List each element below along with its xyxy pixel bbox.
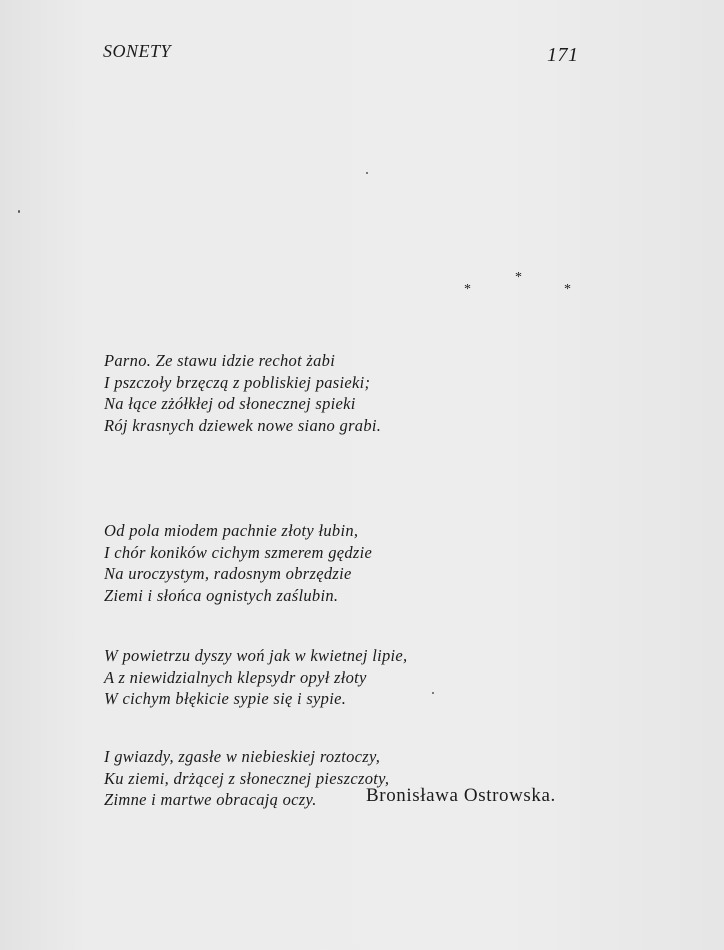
poem-line: I chór koników cichym szmerem gędzie (104, 542, 373, 562)
asterism-star: * (464, 282, 471, 297)
poem-line: Ziemi i słońca ognistych zaślubin. (104, 585, 339, 605)
stanza-4 (104, 746, 389, 811)
poem-line: W cichym błękicie sypie się i sypie. (104, 689, 347, 708)
poem-line: Na uroczystym, radosnym obrzędzie (104, 564, 352, 583)
stanza-1 (104, 350, 381, 436)
paper-speck (432, 692, 434, 694)
asterism-star: * (564, 282, 571, 297)
poem-line: Zimne i martwe obracają oczy. (104, 790, 317, 809)
paper-speck (18, 210, 20, 213)
poem-line: Ku ziemi, drżącej z słonecznej pieszczoty, (104, 768, 390, 788)
asterism-star: * (515, 270, 522, 285)
paper-speck (366, 172, 368, 174)
poem-line: Na łące zżółkłej od słonecznej spieki (104, 394, 356, 413)
stanza-3 (104, 645, 407, 710)
stanza-2 (104, 520, 372, 606)
poem-line: Parno. Ze stawu idzie rechot żabi (104, 351, 336, 370)
poem-line: Od pola miodem pachnie złoty łubin, (104, 521, 359, 540)
poem-line: I pszczoły brzęczą z pobliskiej pasieki; (104, 372, 371, 392)
page-number: 171 (547, 44, 579, 66)
poem-line: I gwiazdy, zgasłe w niebieskiej roztoczy, (104, 747, 381, 766)
running-head: SONETY (103, 41, 172, 61)
author-signature: Bronisława Ostrowska. (366, 785, 556, 806)
asterism-divider (464, 270, 574, 300)
poem-line: W powietrzu dyszy woń jak w kwietnej lipie, (104, 646, 408, 665)
poem-line: Rój krasnych dziewek nowe siano grabi. (104, 415, 382, 435)
poem-line: A z niewidzialnych klepsydr opył złoty (104, 667, 367, 687)
